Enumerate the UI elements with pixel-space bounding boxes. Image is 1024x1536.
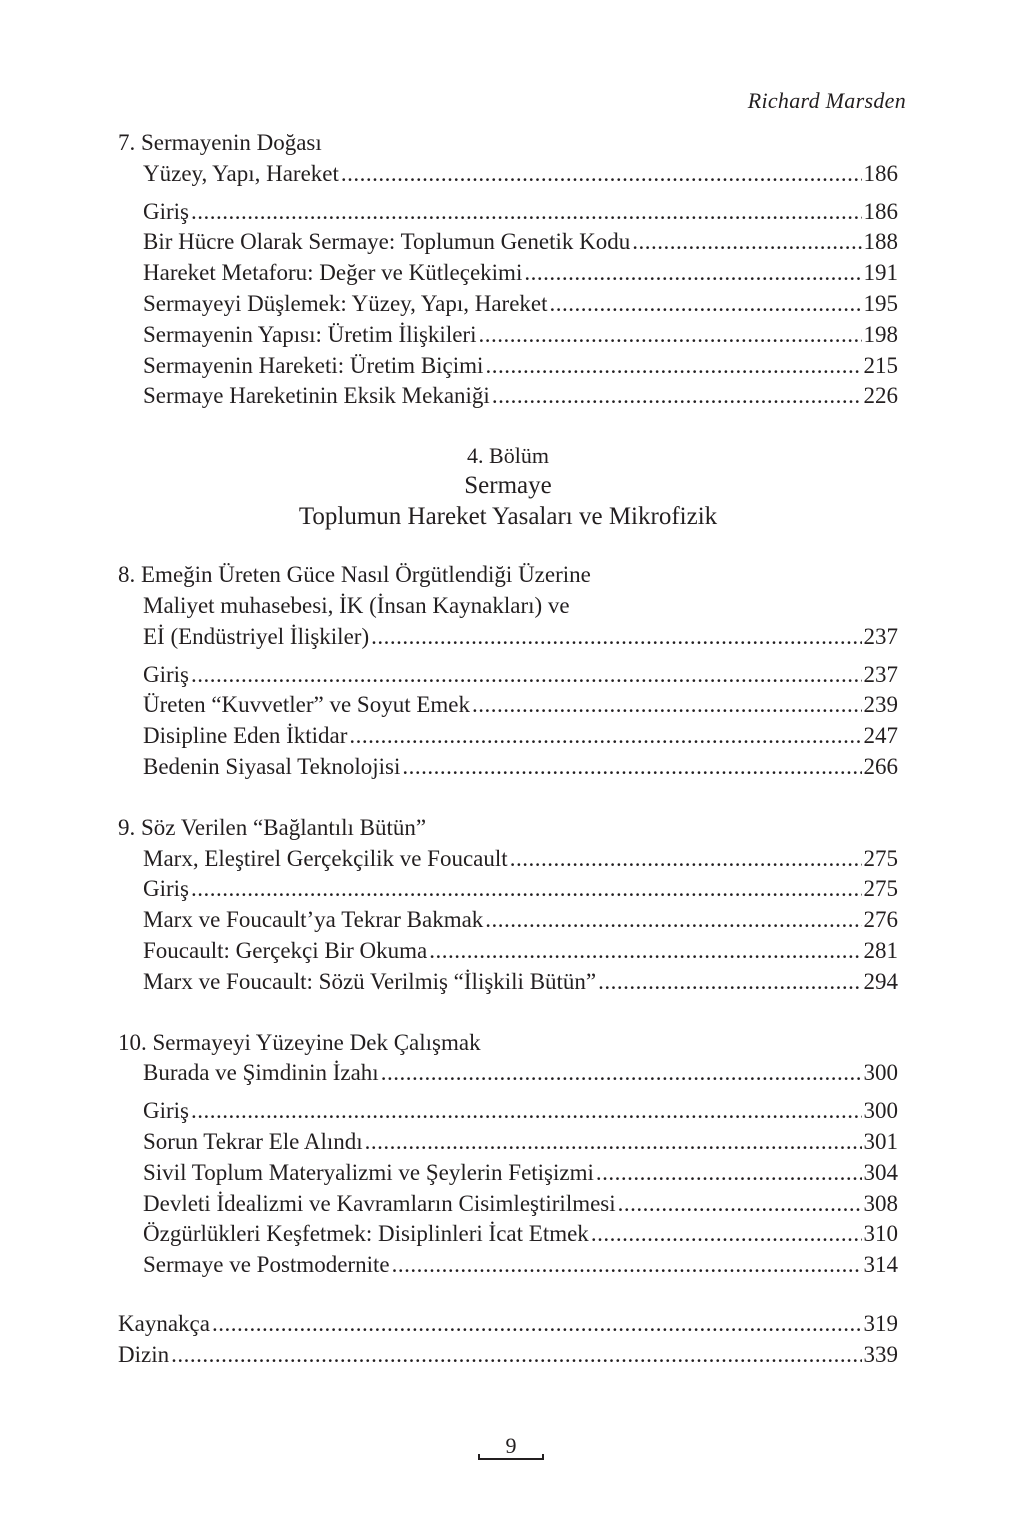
- entry-page: 186: [863, 198, 898, 224]
- toc-entry[interactable]: [118, 1127, 898, 1158]
- toc-entry[interactable]: [118, 197, 898, 228]
- entry-title: Giriş: [143, 876, 189, 902]
- toc-entry[interactable]: [118, 1096, 898, 1127]
- entry-page: 275: [863, 845, 898, 871]
- toc-entry[interactable]: [118, 874, 898, 905]
- part-number: 4. Bölüm: [467, 443, 549, 469]
- dot-leader: [191, 874, 862, 905]
- entry-title: Marx, Eleştirel Gerçekçilik ve Foucault: [143, 845, 508, 871]
- entry-page: 304: [863, 1159, 898, 1185]
- chapter-7: [118, 128, 898, 412]
- chapter-subtitle-entry[interactable]: [118, 1058, 898, 1089]
- page-number: [478, 1432, 544, 1460]
- entry-page: 310: [863, 1221, 898, 1247]
- dot-leader: [596, 1158, 862, 1189]
- dot-leader: [550, 289, 862, 320]
- entry-title: Bedenin Siyasal Teknolojisi: [143, 753, 401, 779]
- chapter-10: [118, 1028, 898, 1281]
- entry-title: Sermayenin Yapısı: Üretim İlişkileri: [143, 321, 477, 347]
- dot-leader: [472, 690, 862, 721]
- entry-title: Sermayenin Hareketi: Üretim Biçimi: [143, 352, 484, 378]
- entry-page: 266: [863, 753, 898, 779]
- dot-leader: [191, 660, 862, 691]
- entry-title: Sermaye ve Postmodernite: [143, 1252, 390, 1278]
- dot-leader: [341, 159, 862, 190]
- chapter-8: [118, 560, 898, 783]
- chapter-title: 7. Sermayenin Doğası: [118, 130, 322, 155]
- part-subtitle: Toplumun Hareket Yasaları ve Mikrofizik: [298, 503, 718, 531]
- chapter-title: 9. Söz Verilen “Bağlantılı Bütün”: [118, 814, 427, 840]
- entry-title: Eİ (Endüstriyel İlişkiler): [143, 623, 370, 649]
- chapter-title: 10. Sermayeyi Yüzeyine Dek Çalışmak: [118, 1029, 481, 1055]
- dot-leader: [381, 1058, 862, 1089]
- entry-page: 237: [863, 661, 898, 687]
- toc-entry[interactable]: [118, 1158, 898, 1189]
- entry-page: 281: [863, 937, 898, 963]
- entry-title: Disipline Eden İktidar: [143, 723, 348, 749]
- dot-leader: [485, 351, 861, 382]
- entry-title: Sermayeyi Düşlemek: Yüzey, Yapı, Hareket: [143, 290, 548, 316]
- entry-page: 275: [863, 876, 898, 902]
- dot-leader: [429, 936, 861, 967]
- toc-entry[interactable]: [118, 289, 898, 320]
- dot-leader: [171, 1340, 861, 1371]
- dot-leader: [392, 1250, 862, 1281]
- entry-page: 195: [863, 290, 898, 316]
- entry-title: Giriş: [143, 1098, 189, 1124]
- running-head-author: Richard Marsden: [747, 88, 906, 113]
- chapter-subtitle-entry[interactable]: [118, 622, 898, 653]
- entry-page: 294: [863, 968, 898, 994]
- dot-leader: [478, 320, 861, 351]
- dot-leader: [618, 1189, 862, 1220]
- toc-entry[interactable]: [118, 660, 898, 691]
- entry-title: Burada ve Şimdinin İzahı: [143, 1060, 379, 1086]
- toc-entry[interactable]: [118, 936, 898, 967]
- toc-entry[interactable]: [118, 351, 898, 382]
- entry-title: Foucault: Gerçekçi Bir Okuma: [143, 937, 428, 963]
- entry-page: 226: [863, 383, 898, 409]
- entry-page: 198: [863, 321, 898, 347]
- entry-title: Giriş: [143, 661, 189, 687]
- entry-page: 314: [863, 1252, 898, 1278]
- dot-leader: [632, 227, 861, 258]
- dot-leader: [191, 197, 862, 228]
- entry-page: 186: [863, 160, 898, 186]
- dot-leader: [371, 622, 861, 653]
- chapter-subtitle-entry[interactable]: [118, 844, 898, 875]
- dot-leader: [510, 844, 862, 875]
- dot-leader: [591, 1219, 862, 1250]
- toc-entry[interactable]: [118, 1189, 898, 1220]
- entry-page: 237: [863, 623, 898, 649]
- dot-leader: [212, 1309, 862, 1340]
- entry-title: Dizin: [118, 1341, 170, 1367]
- entry-page: 276: [863, 907, 898, 933]
- dot-leader: [524, 258, 861, 289]
- entry-title: Bir Hücre Olarak Sermaye: Toplumun Genetik Kodu: [143, 229, 631, 255]
- dot-leader: [349, 721, 861, 752]
- toc-entry[interactable]: [118, 1219, 898, 1250]
- dot-leader: [402, 752, 861, 783]
- entry-page: 300: [863, 1098, 898, 1124]
- entry-title: Marx ve Foucault: Sözü Verilmiş “İlişkili Bütün”: [143, 968, 597, 994]
- toc-entry[interactable]: [118, 1250, 898, 1281]
- dot-leader: [365, 1127, 862, 1158]
- entry-title: Sorun Tekrar Ele Alındı: [143, 1128, 363, 1154]
- dot-leader: [191, 1096, 862, 1127]
- toc-entry[interactable]: [118, 258, 898, 289]
- entry-page: 239: [863, 692, 898, 718]
- entry-page: 247: [863, 723, 898, 749]
- entry-page: 188: [863, 229, 898, 255]
- chapter-subtitle: Maliyet muhasebesi, İK (İnsan Kaynakları) ve: [143, 592, 570, 618]
- part-heading: [118, 442, 898, 532]
- entry-page: 308: [863, 1190, 898, 1216]
- toc-entry[interactable]: [118, 967, 898, 998]
- entry-page: 339: [863, 1341, 898, 1367]
- dot-leader: [485, 905, 861, 936]
- entry-page: 301: [863, 1128, 898, 1154]
- entry-page: 191: [863, 260, 898, 286]
- dot-leader: [492, 381, 862, 412]
- page-number-rule: [478, 1458, 544, 1460]
- toc-entry-index[interactable]: [118, 1340, 898, 1371]
- entry-title: Yüzey, Yapı, Hareket: [143, 160, 339, 186]
- entry-page: 300: [863, 1060, 898, 1086]
- chapter-9: [118, 813, 898, 998]
- entry-title: Kaynakça: [118, 1310, 210, 1336]
- back-matter: [118, 1309, 898, 1371]
- dot-leader: [598, 967, 861, 998]
- entry-title: Hareket Metaforu: Değer ve Kütleçekimi: [143, 260, 523, 286]
- part-name: Sermaye: [464, 472, 552, 500]
- entry-title: Devleti İdealizmi ve Kavramların Cisimleştirilmesi: [143, 1190, 616, 1216]
- page-number-text: 9: [505, 1433, 517, 1458]
- toc-entry[interactable]: [118, 227, 898, 258]
- toc-entry-bibliography[interactable]: [118, 1309, 898, 1340]
- chapter-subtitle-entry[interactable]: [118, 159, 898, 190]
- toc-entry[interactable]: [118, 721, 898, 752]
- toc-entry[interactable]: [118, 381, 898, 412]
- entry-title: Üreten “Kuvvetler” ve Soyut Emek: [143, 692, 470, 718]
- toc-entry[interactable]: [118, 690, 898, 721]
- chapter-title: 8. Emeğin Üreten Güce Nasıl Örgütlendiği Üzerine: [118, 562, 591, 588]
- toc-entry[interactable]: [118, 320, 898, 351]
- table-of-contents: [118, 128, 898, 1371]
- entry-page: 319: [863, 1310, 898, 1336]
- entry-title: Sermaye Hareketinin Eksik Mekaniği: [143, 383, 490, 409]
- toc-entry[interactable]: [118, 752, 898, 783]
- toc-entry[interactable]: [118, 905, 898, 936]
- entry-title: Giriş: [143, 198, 189, 224]
- entry-title: Sivil Toplum Materyalizmi ve Şeylerin Fetişizmi: [143, 1159, 594, 1185]
- entry-title: Marx ve Foucault’ya Tekrar Bakmak: [143, 907, 484, 933]
- entry-page: 215: [863, 352, 898, 378]
- entry-title: Özgürlükleri Keşfetmek: Disiplinleri İcat Etmek: [143, 1221, 589, 1247]
